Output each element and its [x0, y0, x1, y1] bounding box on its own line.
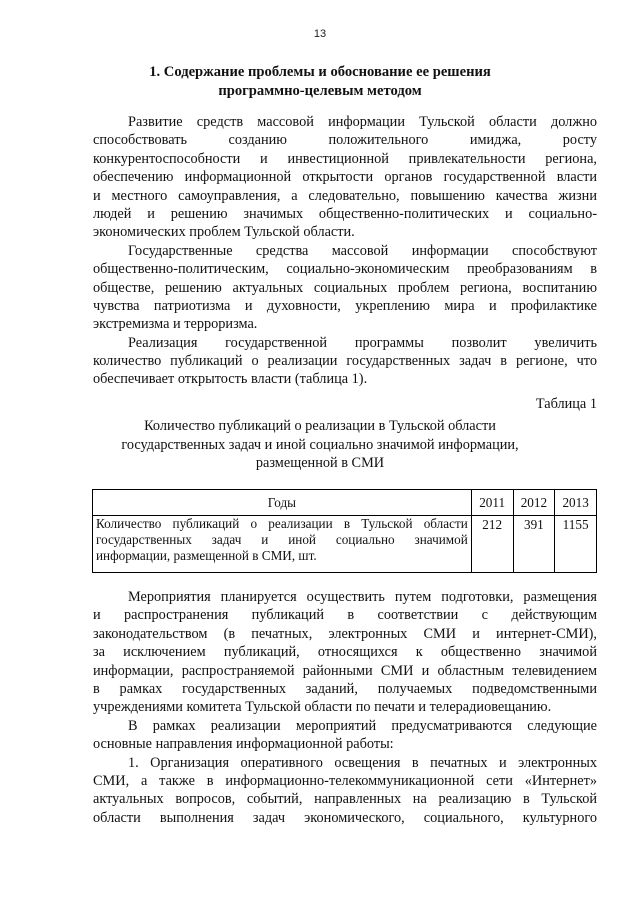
table-title-line: размещенной в СМИ	[255, 455, 385, 472]
text-line: основные направления информационной работы:	[93, 736, 394, 753]
text-line: информации, распространяемой районными СМИ и областным телевидением	[93, 662, 597, 679]
text-line: обеспечивает открытость власти (таблица 1).	[93, 371, 368, 388]
text-line: Мероприятия планируется осуществить путем подготовки, размещения	[128, 589, 597, 605]
text-line: области выполнения задач экономического, социального, культурного	[93, 809, 597, 826]
table-title-line: государственных задач и иной социально значимой информации,	[121, 436, 519, 453]
heading-line: 1. Содержание проблемы и обоснование ее решения	[149, 64, 491, 80]
value-cell-2012	[513, 516, 555, 573]
table-title	[80, 417, 560, 473]
header-cell-2013: 2013	[555, 490, 597, 516]
text-line: чувства патриотизма и духовности, укреплению мира и профилактике	[93, 297, 597, 314]
section-heading	[80, 63, 560, 101]
text-line: и распространения публикаций в соответствии с действующим	[93, 607, 597, 624]
text-line: экономических проблем Тульской области.	[93, 224, 355, 241]
page-number: 13	[313, 28, 327, 40]
text-line: людей и решению значимых общественно-политических и социально-	[93, 205, 597, 222]
row-label-line: государственных задач и иной социально значимой	[96, 532, 468, 547]
text-line: количество публикаций о реализации государственных задач в регионе, что	[93, 353, 597, 370]
header-cell-years: Годы	[93, 490, 472, 516]
text-line: экстремизма и терроризма.	[93, 316, 258, 333]
text-line: учреждениями комитета Тульской области по печати и телерадиовещанию.	[93, 699, 552, 716]
text-line: обеспечению информационной открытости органов государственной власти	[93, 169, 597, 186]
text-line: и местного самоуправления, а следовательно, повышению качества жизни	[93, 187, 597, 204]
text-line: СМИ, а также в информационно-телекоммуникационной сети «Интернет»	[93, 772, 597, 789]
paragraph-block-intro	[93, 113, 597, 389]
text-line: законодательством (в печатных, электронных СМИ и интернет-СМИ),	[93, 625, 597, 642]
text-line: Государственные средства массовой информации способствуют	[128, 242, 597, 259]
table-label: Таблица 1	[535, 396, 597, 412]
text-line: в рамках государственных заданий, получаемых подведомственными	[93, 680, 597, 697]
text-line: общественно-политическим, социально-экономическим преобразованиям в	[93, 261, 597, 278]
text-line: 1. Организация оперативного освещения в печатных и электронных	[128, 754, 597, 771]
paragraph-block-activities	[93, 588, 597, 827]
row-label-cell	[93, 516, 472, 573]
text-line: за исключением публикаций, относящихся к общественно значимой	[93, 644, 597, 661]
table-row	[93, 516, 597, 573]
text-line: способствовать созданию положительного имиджа, росту	[93, 132, 597, 149]
text-line: Реализация государственной программы позволит увеличить	[128, 334, 597, 351]
row-label-line: информации, размещенной в СМИ, шт.	[96, 548, 317, 563]
text-line: обществе, решению актуальных социальных проблем региона, воспитанию	[93, 279, 597, 296]
value-2011: 212	[482, 517, 503, 532]
header-cell-2011: 2011	[471, 490, 513, 516]
text-line: В рамках реализации мероприятий предусматриваются следующие	[128, 717, 597, 734]
row-label-line: Количество публикаций о реализации в Тульской области	[96, 516, 468, 531]
value-cell-2013	[555, 516, 597, 573]
value-2012: 391	[523, 517, 544, 532]
text-line: конкурентоспособности и инвестиционной привлекательности региона,	[93, 150, 597, 167]
value-2013: 1155	[562, 517, 589, 532]
value-cell-2011	[471, 516, 513, 573]
header-cell-2012: 2012	[513, 490, 555, 516]
table-header-row	[93, 490, 597, 516]
text-line: актуальных вопросов, событий, направленных на реализацию в Тульской	[93, 791, 597, 808]
publications-table	[92, 489, 597, 573]
heading-line: программно-целевым методом	[218, 83, 422, 99]
text-line: Развитие средств массовой информации Тульской области должно	[128, 114, 597, 130]
table-title-line: Количество публикаций о реализации в Тульской области	[144, 418, 496, 434]
